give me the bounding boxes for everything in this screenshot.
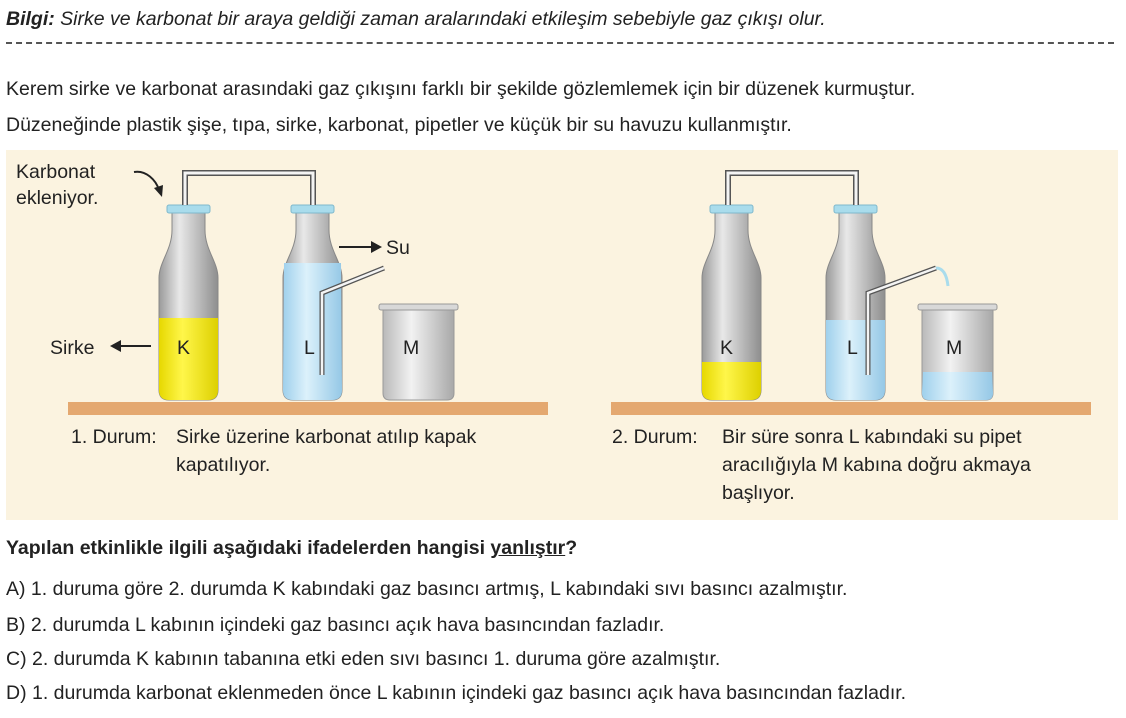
info-body: Sirke ve karbonat bir araya geldiği zaman aralarındaki etkileşim sebebiyle gaz çıkışı olur.	[60, 8, 826, 30]
question-underlined: yanlıştır	[490, 537, 566, 559]
info-text	[6, 8, 826, 31]
option-c-text: 2. durumda K kabının tabanına etki eden sıvı basıncı 1. duruma göre azalmıştır.	[32, 648, 721, 670]
question-after: ?	[565, 537, 578, 559]
bottle-l-left	[283, 205, 342, 400]
experiment-illustration	[6, 150, 1118, 520]
caption-right-line-3: başlıyor.	[722, 482, 795, 504]
option-a-letter: A)	[6, 578, 26, 600]
karbonat-label-1: Karbonat	[16, 161, 96, 183]
m-label-left: M	[403, 337, 420, 359]
connecting-tube-right	[728, 173, 856, 205]
sirke-label: Sirke	[50, 337, 95, 359]
cap-k-right	[710, 205, 753, 213]
bottle-k-left	[159, 205, 218, 400]
caption-left-num: 1. Durum:	[71, 426, 157, 448]
option-c-letter: C)	[6, 648, 27, 670]
table-right	[611, 402, 1091, 415]
bottle-k-right	[702, 205, 761, 400]
option-a-text: 1. duruma göre 2. durumda K kabındaki gaz basıncı artmış, L kabındaki sıvı basıncı azalmıştır.	[30, 578, 848, 600]
caption-right-line-1: Bir süre sonra L kabındaki su pipet	[722, 426, 1022, 448]
cap-l-right	[834, 205, 877, 213]
table-left	[68, 402, 548, 415]
option-c[interactable]	[6, 648, 720, 671]
bottle-l-right	[826, 205, 885, 400]
cap-k-left	[167, 205, 210, 213]
caption-right-num: 2. Durum:	[612, 426, 698, 448]
water-stream	[936, 268, 948, 286]
option-d-letter: D)	[6, 682, 27, 704]
option-a[interactable]	[6, 578, 847, 601]
experiment-figure	[6, 150, 1118, 520]
option-d[interactable]	[6, 682, 906, 705]
option-b[interactable]	[6, 614, 664, 637]
l-label-left: L	[304, 337, 315, 359]
cap-l-left	[291, 205, 334, 213]
l-label-right: L	[847, 337, 858, 359]
karbonat-label-2: ekleniyor.	[16, 187, 99, 209]
k-label-left: K	[177, 337, 191, 359]
question-before: Yapılan etkinlikle ilgili aşağıdaki ifadelerden hangisi	[6, 537, 491, 559]
option-d-text: 1. durumda karbonat eklenmeden önce L kabının içindeki gaz basıncı açık hava basıncından fazladır.	[32, 682, 907, 704]
su-label: Su	[386, 237, 410, 259]
m-label-right: M	[946, 337, 963, 359]
karbonat-arrow	[134, 172, 159, 190]
info-label: Bilgi:	[6, 8, 55, 30]
caption-left-line-1: Sirke üzerine karbonat atılıp kapak	[176, 426, 477, 448]
k-label-right: K	[720, 337, 734, 359]
option-b-letter: B)	[6, 614, 26, 636]
dashed-divider	[6, 42, 1114, 44]
caption-right-line-2: aracılığıyla M kabına doğru akmaya	[722, 454, 1031, 476]
intro-line-1: Kerem sirke ve karbonat arasındaki gaz çıkışını farklı bir şekilde gözlemlemek için bir düzenek kurmuştur.	[6, 78, 916, 100]
connecting-tube-left	[185, 173, 313, 205]
question-text	[6, 537, 577, 560]
caption-left-line-2: kapatılıyor.	[176, 454, 271, 476]
intro-line-2: Düzeneğinde plastik şişe, tıpa, sirke, karbonat, pipetler ve küçük bir su havuzu kullanmıştır.	[6, 114, 792, 136]
option-b-text: 2. durumda L kabının içindeki gaz basıncı açık hava basıncından fazladır.	[30, 614, 665, 636]
